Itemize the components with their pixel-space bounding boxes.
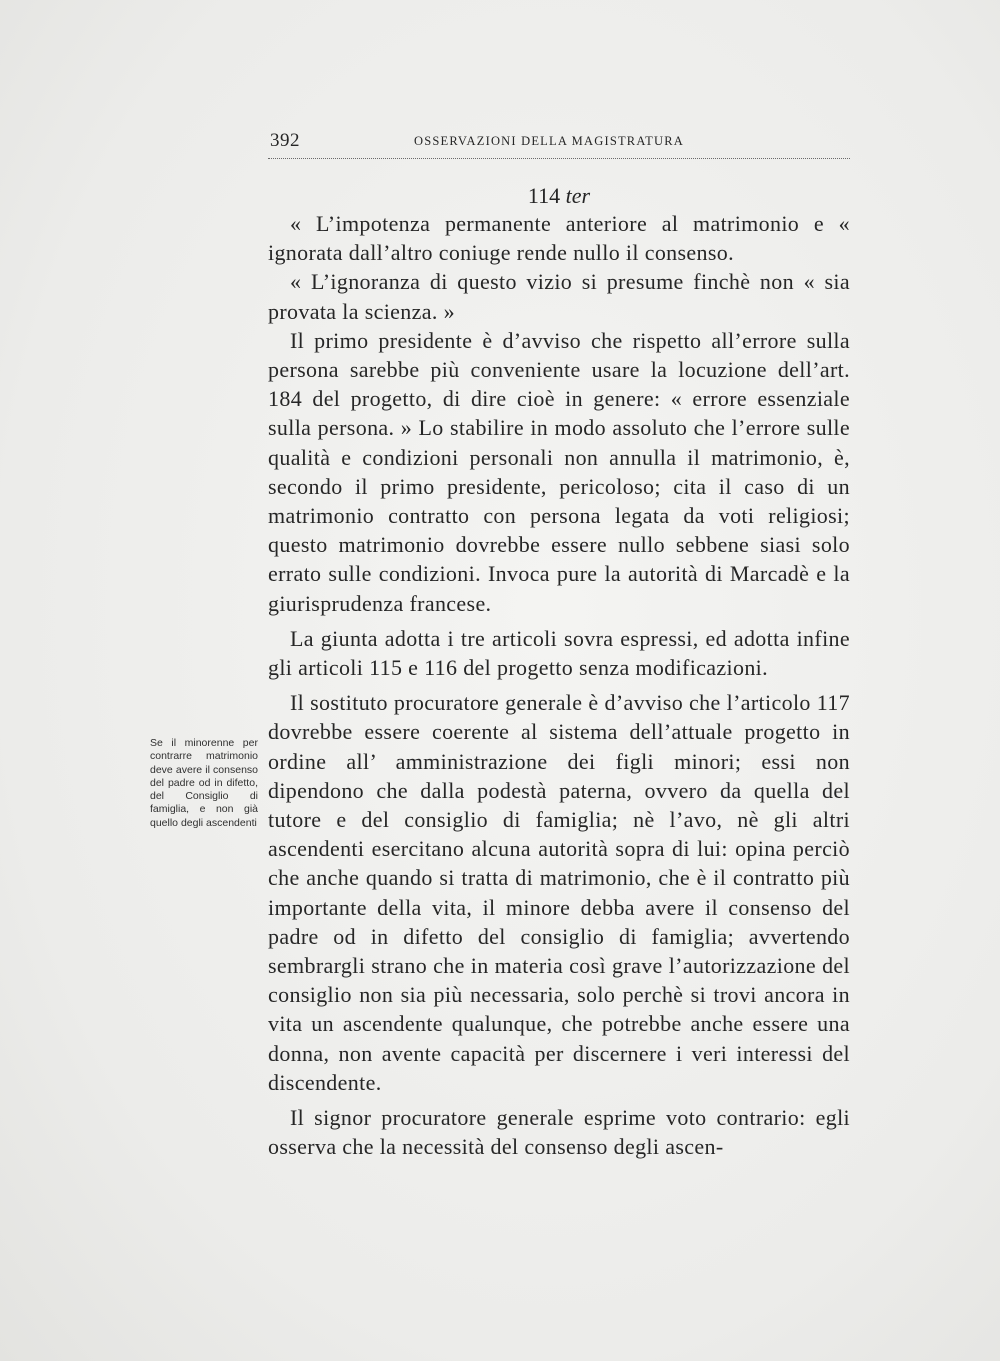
running-title: OSSERVAZIONI DELLA MAGISTRATURA [414, 134, 685, 148]
paragraph-primo-presidente: Il primo presidente è d’avviso che rispetto all’errore sulla persona sarebbe più conveniente usare la locuzione dell’art. 184 del progetto, di dire cioè in genere: « errore essenziale sulla persona. » Lo stabilire in modo assoluto che l’errore sulle qualità e condizioni personali non annulla il matrimonio, è, secondo il primo presidente, pericoloso; cita il caso di un matrimonio contratto con persona legata da voti religiosi; questo matrimonio dovrebbe essere nullo sebbene siasi solo errato sulle condizioni. Invoca pure la autorità di Marcadè e la giurisprudenza francese. [268, 327, 850, 616]
page-header [268, 130, 850, 154]
article-number: 114 [527, 183, 561, 208]
header-rule [268, 158, 850, 159]
page-number: 392 [270, 130, 300, 151]
margin-note: Se il minorenne per contrarre matrimonio deve avere il consenso del padre od in difetto, del Consiglio di famiglia, e non già quello degli ascendenti [150, 737, 258, 829]
paragraph-quote-1: « L’impotenza permanente anteriore al matrimonio e « ignorata dall’altro coniuge rende nullo il consenso. [268, 211, 850, 266]
paragraph-sostituto-procuratore: Il sostituto procuratore generale è d’avviso che l’articolo 117 dovrebbe essere coerente al sistema dell’attuale progetto in ordine all’ amministrazione dei figli minori; essi non dipendono che dalla podestà paterna, ovvero da quella del tutore e del consiglio di famiglia; nè l’avo, nè gli altri ascendenti esercitano alcuna autorità sopra di lui: opina perciò che anche quando si tratta di matrimonio, che è il contratto più importante della vita, il minore debba avere il consenso del padre od in difetto del consiglio di famiglia; avvertendo sembrargli strano che in materia così grave l’autorizzazione del consiglio non sia più necessaria, solo perchè si trovi ancora in vita un ascendente qualunque, che potrebbe anche essere una donna, non avente capacità per discernere i veri interessi del discendente. [268, 690, 850, 1095]
paragraph-quote-2: « L’ignoranza di questo vizio si presume finchè non « sia provata la scienza. » [268, 269, 850, 324]
paragraph-giunta: La giunta adotta i tre articoli sovra espressi, ed adotta infine gli articoli 115 e 116 del progetto senza modificazioni. [268, 625, 850, 681]
body-text [268, 209, 850, 1162]
article-suffix: ter [565, 183, 591, 208]
paragraph-procuratore-generale: Il signor procuratore generale esprime voto contrario: egli osserva che la necessità del consenso degli ascen- [268, 1105, 850, 1160]
article-heading [268, 181, 850, 211]
